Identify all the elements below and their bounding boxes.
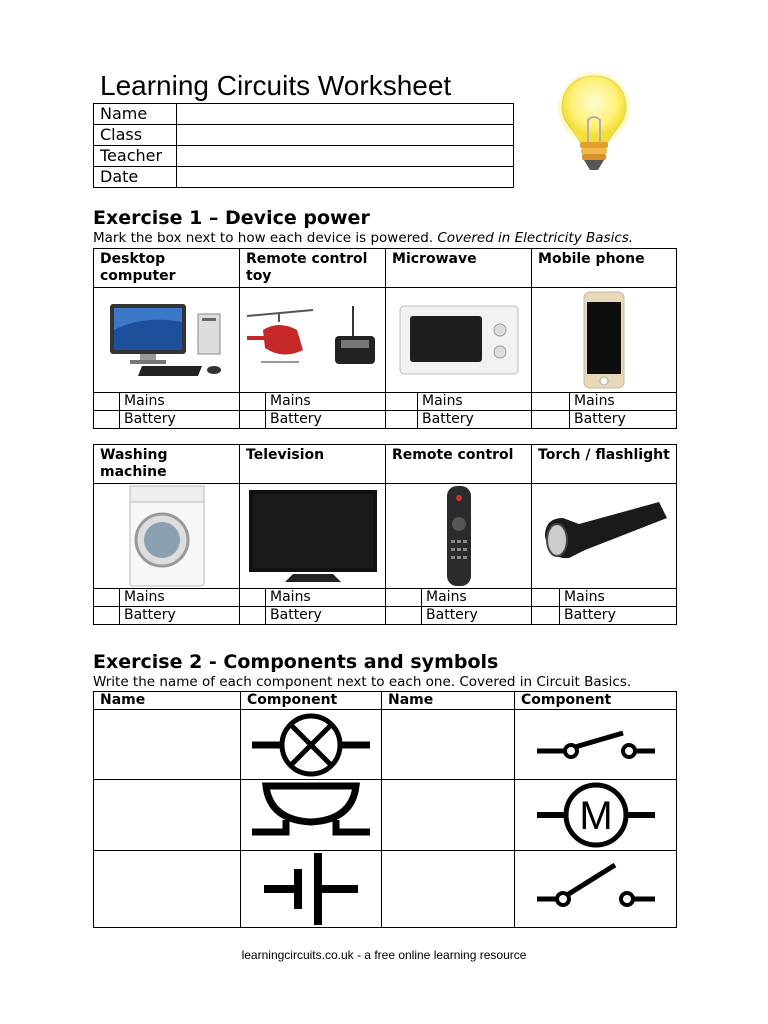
cell-symbol-icon (241, 851, 382, 928)
option-label: Mains (560, 589, 677, 607)
option-label: Battery (422, 607, 532, 625)
battery-checkbox[interactable] (532, 607, 560, 625)
device-table-1 (93, 248, 677, 429)
option-label: Mains (418, 393, 532, 411)
mains-checkbox[interactable] (386, 393, 418, 411)
device-name: Washing machine (94, 445, 240, 484)
option-label: Battery (266, 411, 386, 429)
device-name: Remote control (386, 445, 532, 484)
battery-checkbox[interactable] (94, 607, 120, 625)
option-label: Mains (120, 589, 240, 607)
motor-symbol-icon (515, 780, 677, 851)
info-label: Name (94, 104, 177, 125)
mains-checkbox[interactable] (240, 393, 266, 411)
lamp-symbol-icon (241, 710, 382, 780)
footer-text: learningcircuits.co.uk - a free online learning resource (241, 948, 527, 962)
component-name-field[interactable] (94, 780, 241, 851)
exercise2-heading: Exercise 2 - Components and symbols (93, 651, 499, 673)
info-label: Date (94, 167, 177, 188)
option-label: Battery (120, 607, 240, 625)
option-label: Battery (120, 411, 240, 429)
battery-checkbox[interactable] (386, 607, 422, 625)
mains-checkbox[interactable] (386, 589, 422, 607)
components-table (93, 691, 677, 928)
name-field[interactable] (177, 104, 514, 125)
microwave-image (386, 288, 532, 393)
instruction-italic-text: Covered in Electricity Basics. (437, 230, 634, 246)
component-name-field[interactable] (94, 851, 241, 928)
component-name-field[interactable] (382, 710, 515, 780)
torch-flashlight-image (532, 484, 677, 589)
component-name-field[interactable] (94, 710, 241, 780)
mains-checkbox[interactable] (532, 589, 560, 607)
mains-checkbox[interactable] (94, 589, 120, 607)
page-title: Learning Circuits Worksheet (100, 70, 452, 101)
device-name: Remote control toy (240, 249, 386, 288)
device-name: Desktop computer (94, 249, 240, 288)
battery-checkbox[interactable] (240, 411, 266, 429)
light-bulb-icon (552, 70, 636, 182)
device-name: Microwave (386, 249, 532, 288)
television-image (240, 484, 386, 589)
exercise1-heading: Exercise 1 – Device power (93, 207, 370, 229)
option-label: Mains (422, 589, 532, 607)
device-table-2 (93, 444, 677, 625)
remote-control-toy-image (240, 288, 386, 393)
column-header: Component (241, 692, 382, 710)
teacher-field[interactable] (177, 146, 514, 167)
battery-checkbox[interactable] (94, 411, 120, 429)
desktop-computer-image (94, 288, 240, 393)
info-label: Class (94, 125, 177, 146)
option-label: Mains (266, 589, 386, 607)
column-header: Name (94, 692, 241, 710)
battery-checkbox[interactable] (532, 411, 570, 429)
column-header: Name (382, 692, 515, 710)
washing-machine-image (94, 484, 240, 589)
option-label: Mains (266, 393, 386, 411)
option-label: Battery (418, 411, 532, 429)
device-name: Torch / flashlight (532, 445, 677, 484)
option-label: Battery (570, 411, 677, 429)
student-info-table (93, 103, 514, 188)
mobile-phone-image (532, 288, 677, 393)
exercise1-instruction (93, 230, 633, 246)
buzzer-symbol-icon (241, 780, 382, 851)
remote-control-image (386, 484, 532, 589)
device-name: Mobile phone (532, 249, 677, 288)
mains-checkbox[interactable] (94, 393, 120, 411)
option-label: Battery (560, 607, 677, 625)
exercise2-instruction: Write the name of each component next to each one. Covered in Circuit Basics. (93, 674, 632, 690)
svg-text:M: M (578, 794, 613, 838)
battery-checkbox[interactable] (240, 607, 266, 625)
open-switch-symbol-icon (515, 851, 677, 928)
option-label: Mains (120, 393, 240, 411)
push-switch-symbol-icon (515, 710, 677, 780)
component-name-field[interactable] (382, 851, 515, 928)
option-label: Mains (570, 393, 677, 411)
instruction-text: Mark the box next to how each device is powered. (93, 230, 438, 246)
option-label: Battery (266, 607, 386, 625)
battery-checkbox[interactable] (386, 411, 418, 429)
mains-checkbox[interactable] (532, 393, 570, 411)
column-header: Component (515, 692, 677, 710)
class-field[interactable] (177, 125, 514, 146)
date-field[interactable] (177, 167, 514, 188)
mains-checkbox[interactable] (240, 589, 266, 607)
component-name-field[interactable] (382, 780, 515, 851)
device-name: Television (240, 445, 386, 484)
info-label: Teacher (94, 146, 177, 167)
